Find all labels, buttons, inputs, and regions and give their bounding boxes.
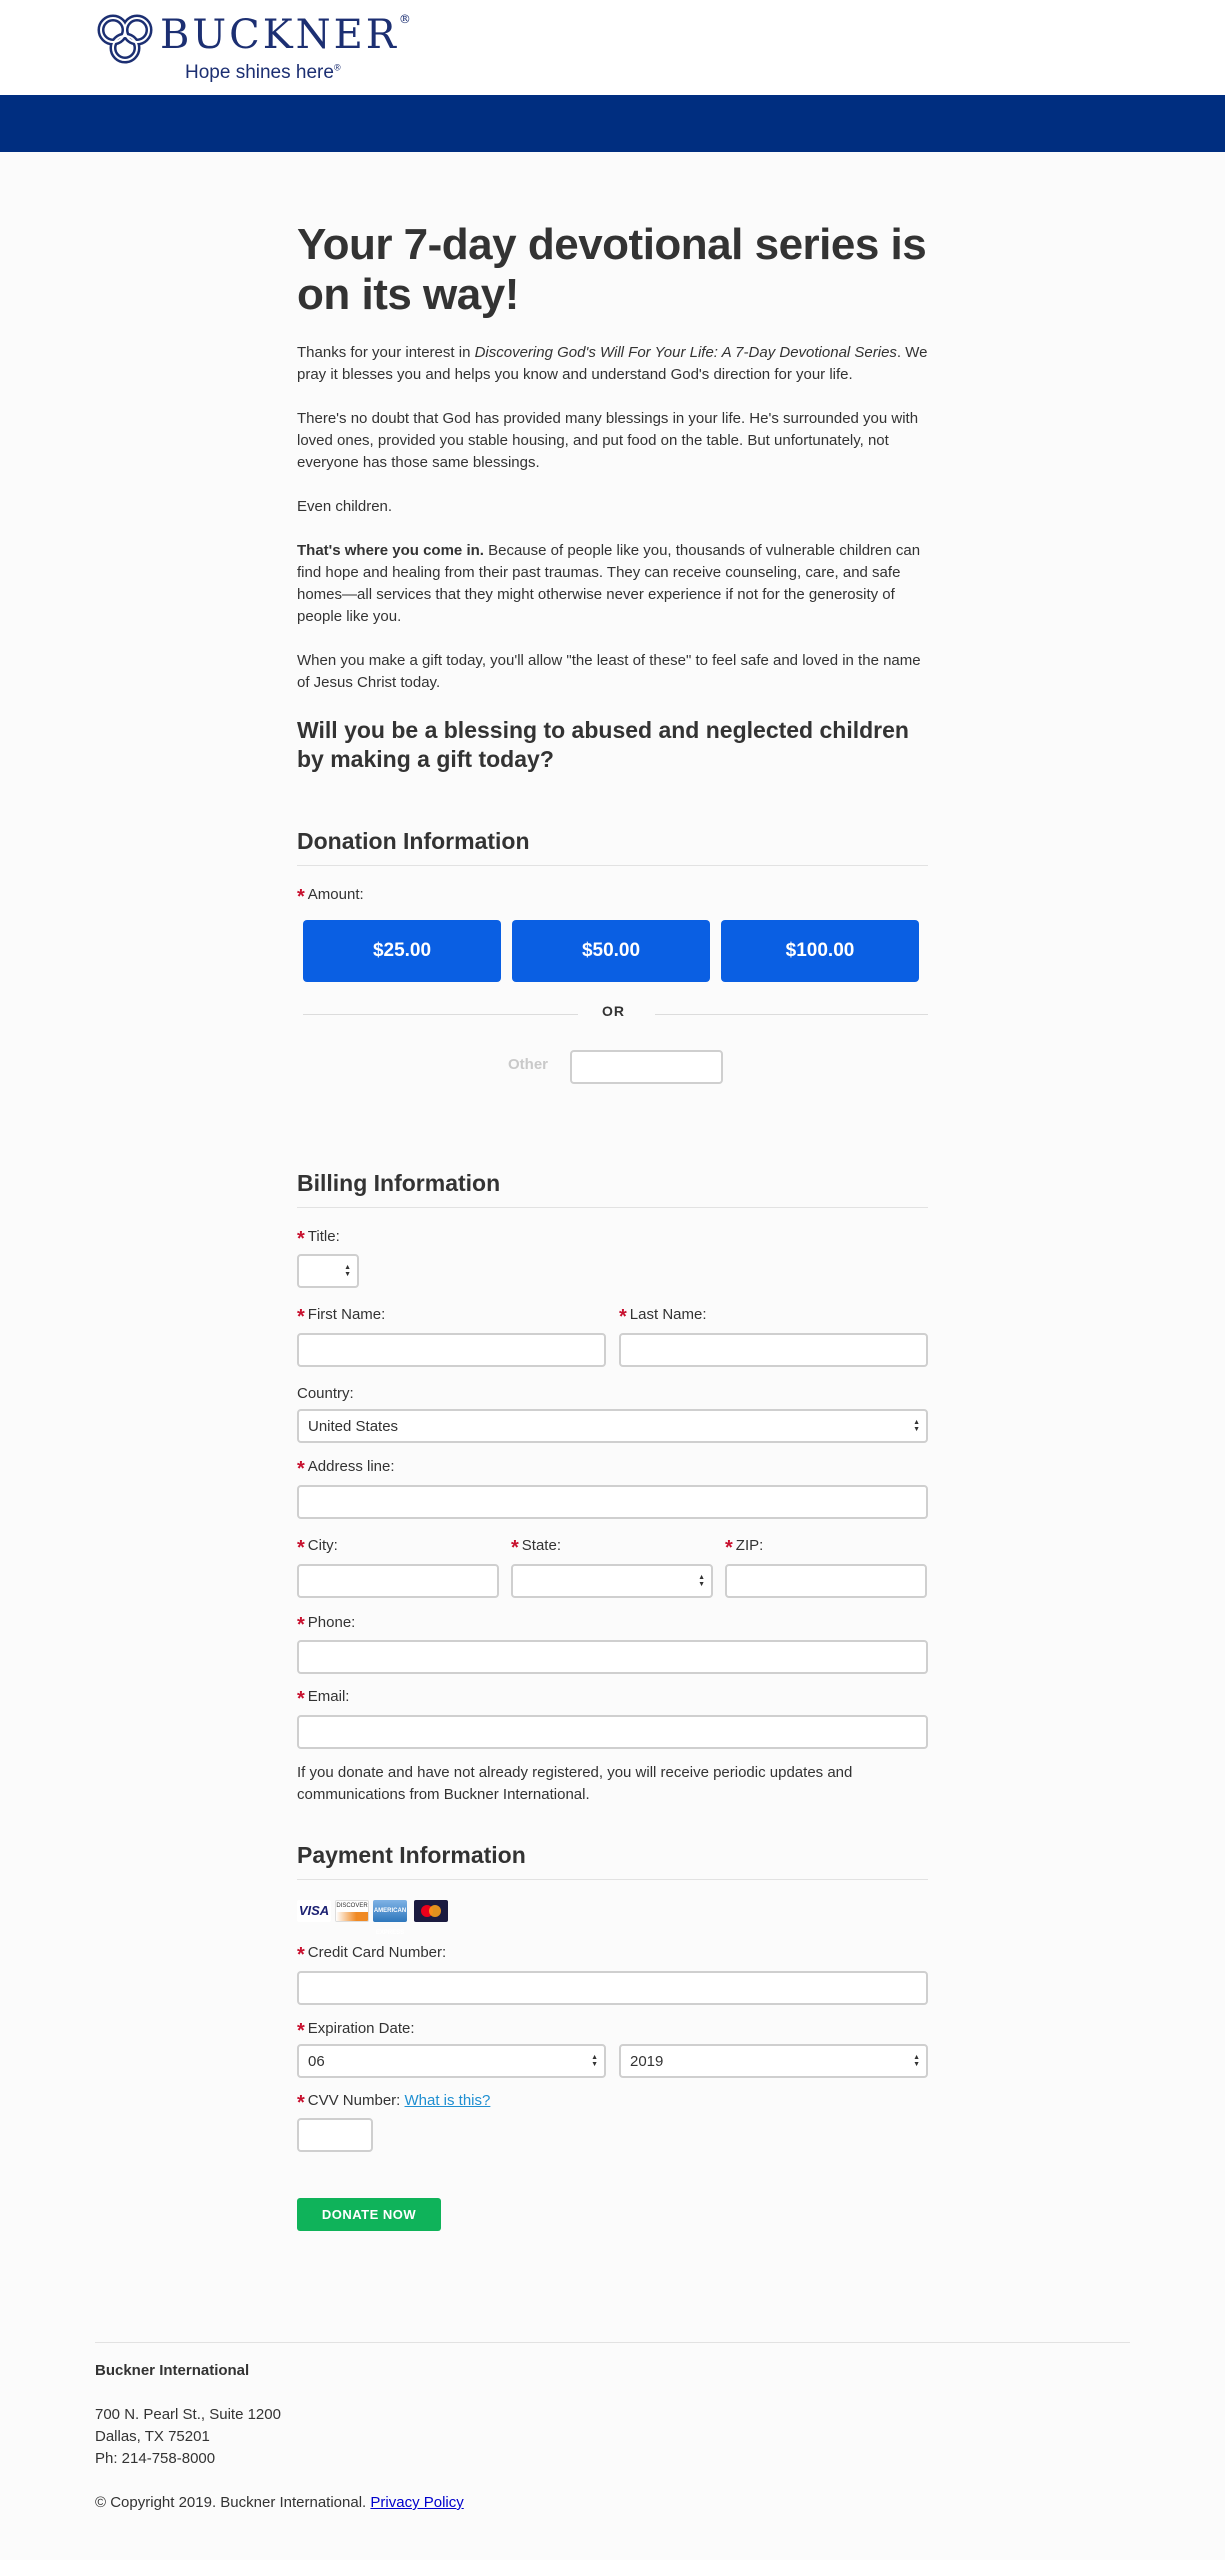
first-name-input[interactable] [297, 1333, 606, 1367]
intro-paragraph-2: There's no doubt that God has provided many blessings in your life. He's surrounded you with loved ones, provided you stable housing, and put food on the table. But unfortunately, not everyone has those same blessings. [297, 410, 919, 471]
privacy-policy-link[interactable]: Privacy Policy [370, 2494, 464, 2511]
expiration-label: * Expiration Date: [297, 2020, 415, 2042]
email-label: * Email: [297, 1688, 350, 1710]
card-number-input[interactable] [297, 1971, 928, 2005]
amount-100-button[interactable]: $100.00 [721, 920, 919, 982]
select-arrows-icon: ▲ ▼ [913, 1419, 920, 1433]
cta-heading: Will you be a blessing to abused and neglected children by making a gift today? [297, 717, 909, 772]
other-amount-input[interactable] [570, 1050, 723, 1084]
select-arrows-icon: ▲ ▼ [698, 1574, 705, 1588]
mastercard-card-icon [414, 1900, 448, 1922]
country-select[interactable]: United States ▲ ▼ [297, 1409, 928, 1443]
card-number-label: * Credit Card Number: [297, 1944, 447, 1966]
country-label: Country: [297, 1385, 354, 1402]
page-title: Your 7-day devotional series is on its way! [297, 220, 927, 319]
select-arrows-icon: ▲ ▼ [344, 1264, 351, 1278]
intro-paragraph-4: That's where you come in. Because of people like you, thousands of vulnerable children can find hope and healing from their past traumas. They can receive counseling, care, and safe homes—all services that they might otherwise never experience if not for the generosity of people like you. [297, 542, 921, 625]
city-input[interactable] [297, 1564, 499, 1598]
or-divider-right [655, 1014, 928, 1015]
billing-section-title: Billing Information [297, 1170, 928, 1208]
address-input[interactable] [297, 1485, 928, 1519]
amount-label: * Amount: [297, 886, 364, 908]
last-name-label: * Last Name: [619, 1306, 707, 1328]
footer-address-line-1: 700 N. Pearl St., Suite 1200 [95, 2406, 281, 2423]
cvv-label: * CVV Number: What is this? [297, 2092, 491, 2114]
select-arrows-icon: ▲ ▼ [913, 2054, 920, 2068]
last-name-input[interactable] [619, 1333, 928, 1367]
intro-paragraph-5: When you make a gift today, you'll allow "the least of these" to feel safe and loved in the name of Jesus Christ today. [297, 652, 921, 691]
cvv-help-link[interactable]: What is this? [404, 2092, 491, 2109]
site-header [0, 0, 1225, 95]
zip-input[interactable] [725, 1564, 927, 1598]
exp-month-select[interactable]: 06 ▲ ▼ [297, 2044, 606, 2078]
intro-paragraph-1: Thanks for your interest in Discovering God's Will For Your Life: A 7-Day Devotional Series. We pray it blesses you and helps you know and understand God's direction for your life. [297, 344, 928, 383]
discover-card-icon: DISCOVER [335, 1900, 369, 1922]
intro-content [297, 220, 928, 774]
footer-address-line-2: Dallas, TX 75201 [95, 2428, 210, 2445]
site-footer [95, 2360, 464, 2514]
email-input[interactable] [297, 1715, 928, 1749]
state-label: * State: [511, 1537, 561, 1559]
header-banner [0, 95, 1225, 152]
phone-label: * Phone: [297, 1614, 356, 1636]
phone-input[interactable] [297, 1640, 928, 1674]
footer-phone: Ph: 214-758-8000 [95, 2450, 216, 2467]
donate-now-button[interactable]: DONATE NOW [297, 2198, 441, 2231]
cvv-input[interactable] [297, 2118, 373, 2152]
footer-copyright: © Copyright 2019. Buckner International. Privacy Policy [95, 2494, 464, 2511]
logo-tagline: Hope shines here® [185, 62, 341, 83]
state-select[interactable] [511, 1564, 713, 1598]
intro-paragraph-3: Even children. [297, 498, 393, 515]
footer-org-name: Buckner International [95, 2362, 250, 2379]
payment-section-title: Payment Information [297, 1842, 928, 1880]
donation-section-title: Donation Information [297, 828, 928, 866]
other-amount-label: Other [508, 1056, 549, 1073]
visa-card-icon: VISA [297, 1900, 331, 1922]
exp-year-select[interactable]: 2019 ▲ ▼ [619, 2044, 928, 2078]
or-separator: OR [602, 1003, 625, 1019]
hope-heart-icon [95, 10, 155, 66]
amount-50-button[interactable]: $50.00 [512, 920, 710, 982]
amount-25-button[interactable]: $25.00 [303, 920, 501, 982]
or-divider-left [303, 1014, 578, 1015]
footer-divider [95, 2342, 1130, 2343]
title-select[interactable] [297, 1254, 359, 1288]
first-name-label: * First Name: [297, 1306, 386, 1328]
city-label: * City: [297, 1537, 338, 1559]
title-label: * Title: [297, 1228, 340, 1250]
zip-label: * ZIP: [725, 1537, 764, 1559]
select-arrows-icon: ▲ ▼ [591, 2054, 598, 2068]
registration-notice: If you donate and have not already registered, you will receive periodic updates and communications from Buckner International. [297, 1764, 853, 1803]
buckner-logo[interactable] [95, 10, 411, 85]
address-label: * Address line: [297, 1458, 395, 1480]
logo-wordmark: BUCKNER® [160, 12, 411, 58]
amex-card-icon: AMERICAN EXPRESS [373, 1900, 407, 1922]
